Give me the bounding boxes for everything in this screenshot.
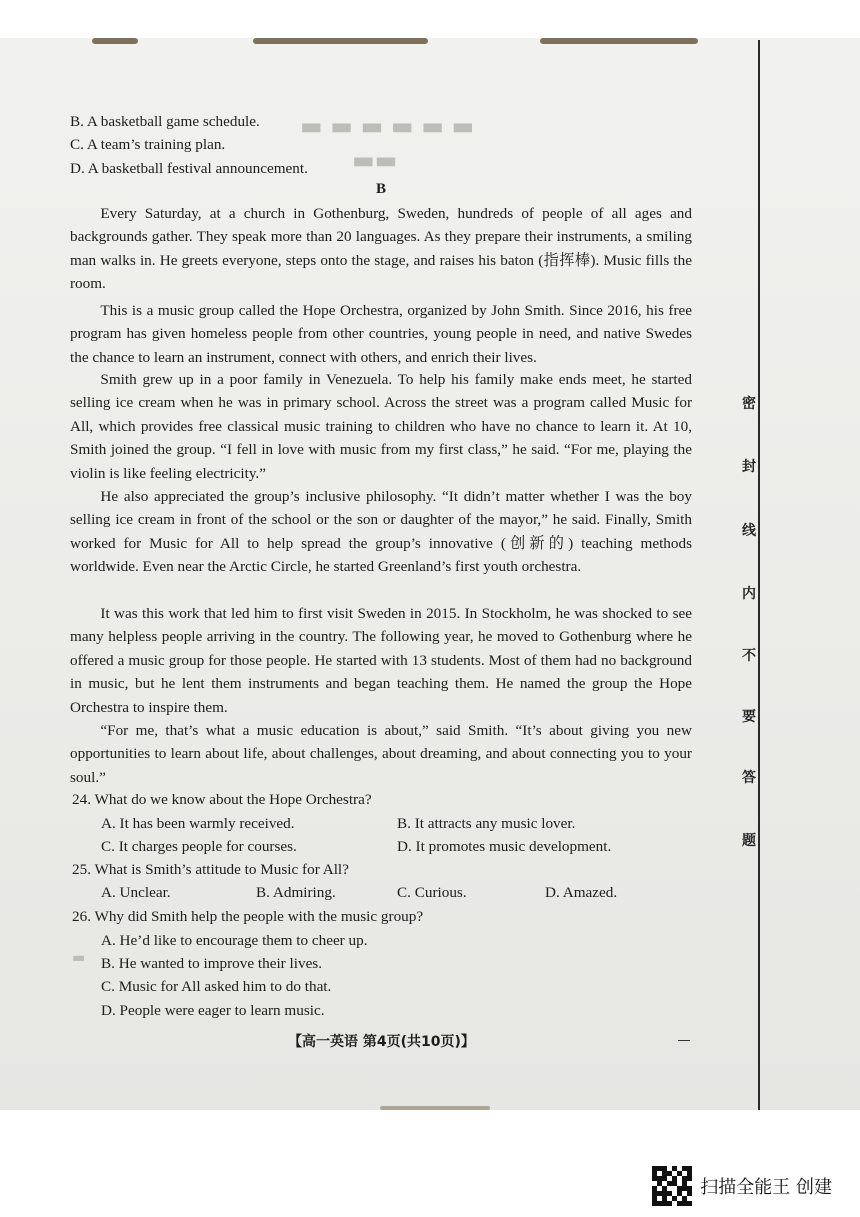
bleed-through: ▬ — [72, 950, 86, 966]
footer-mark — [678, 1040, 690, 1041]
question-option: B. He wanted to improve their lives. — [101, 955, 323, 972]
seal-char: 密 — [742, 396, 756, 412]
passage-paragraph: “For me, that’s what a music education is about,” said Smith. “It’s about giving you new opportunities to learn about life, about challenges, about dreaming, and about connecting you to your soul.” — [70, 722, 692, 786]
scanner-watermark — [652, 1164, 832, 1208]
seal-char: 题 — [742, 833, 756, 849]
seal-char: 要 — [742, 709, 756, 725]
question-option: D. Amazed. — [545, 884, 618, 901]
seal-char: 答 — [742, 770, 756, 786]
option-d: D. A basketball festival announcement. — [70, 160, 308, 177]
page-footer: 【高一英语 第4页(共10页)】 — [288, 1034, 475, 1050]
question-option: C. Curious. — [397, 884, 467, 901]
seal-char: 不 — [742, 648, 756, 664]
seal-char: 内 — [742, 586, 756, 602]
passage-paragraph: It was this work that led him to first visit Sweden in 2015. In Stockholm, he was shocked to see many helpless people arriving in the country. The following year, he moved to Gothenburg where he offered a music group for those people. He started with 13 students. Most of them had no background in music, but he lent them instruments and began teaching them. He named the group the Hope Orchestra to inspire them. — [70, 605, 692, 716]
bleed-through: ▬▬ — [352, 146, 398, 174]
seal-char: 封 — [742, 459, 756, 475]
passage-paragraph: He also appreciated the group’s inclusive philosophy. “It didn’t matter whether I was the boy selling ice cream in front of the school or the son or daughter of the mayor,” he said. Finally, Smith worked for Music for All to help spread the group’s innovative (创新的) teaching methods worldwide. Even near the Arctic Circle, he started Greenland’s first youth orchestra. — [70, 488, 692, 576]
passage-paragraph: This is a music group called the Hope Orchestra, organized by John Smith. Since 2016, his free program has given homeless people from other countries, young people in need, and native Swedes the chance to learn an instrument, connect with others, and enrich their lives. — [70, 302, 692, 366]
scan-smudge — [540, 38, 698, 44]
scan-smudge — [92, 38, 138, 44]
option-b: B. A basketball game schedule. — [70, 113, 260, 130]
question-stem: 24. What do we know about the Hope Orchestra? — [72, 791, 372, 808]
passage-paragraph: Every Saturday, at a church in Gothenburg, Sweden, hundreds of people of all ages and backgrounds gather. They speak more than 20 languages. As they prepare their instruments, a smiling man walks in. He greets everyone, steps onto the stage, and raises his baton (指挥棒). Music fills the room. — [70, 205, 692, 293]
section-heading: B — [376, 181, 387, 197]
question-stem: 25. What is Smith’s attitude to Music for All? — [72, 861, 349, 878]
scan-smudge — [253, 38, 428, 44]
question-option: B. Admiring. — [256, 884, 336, 901]
question-option: D. It promotes music development. — [397, 838, 612, 855]
scan-smudge — [380, 1106, 490, 1110]
question-option: D. People were eager to learn music. — [101, 1002, 325, 1019]
question-option: C. Music for All asked him to do that. — [101, 978, 332, 995]
option-c: C. A team’s training plan. — [70, 136, 226, 153]
qr-code-icon — [652, 1166, 692, 1206]
binding-line — [758, 40, 760, 1110]
question-stem: 26. Why did Smith help the people with the music group? — [72, 908, 424, 925]
seal-char: 线 — [742, 523, 756, 539]
watermark-text: 扫描全能王 创建 — [700, 1177, 832, 1198]
question-option: C. It charges people for courses. — [101, 838, 297, 855]
bleed-through: ▬ ▬ ▬ ▬ ▬ ▬ — [300, 112, 475, 140]
question-option: A. He’d like to encourage them to cheer up. — [101, 932, 368, 949]
question-option: B. It attracts any music lover. — [397, 815, 576, 832]
question-option: A. It has been warmly received. — [101, 815, 295, 832]
passage-paragraph: Smith grew up in a poor family in Venezuela. To help his family make ends meet, he started selling ice cream when he was in primary school. Across the street was a program called Music for All, which provides free classical music training to children who have no chance to learn it. At 10, Smith joined the group. “I fell in love with music from my first class,” he said. “For me, playing the violin is like feeling electricity.” — [70, 371, 692, 482]
question-option: A. Unclear. — [101, 884, 171, 901]
